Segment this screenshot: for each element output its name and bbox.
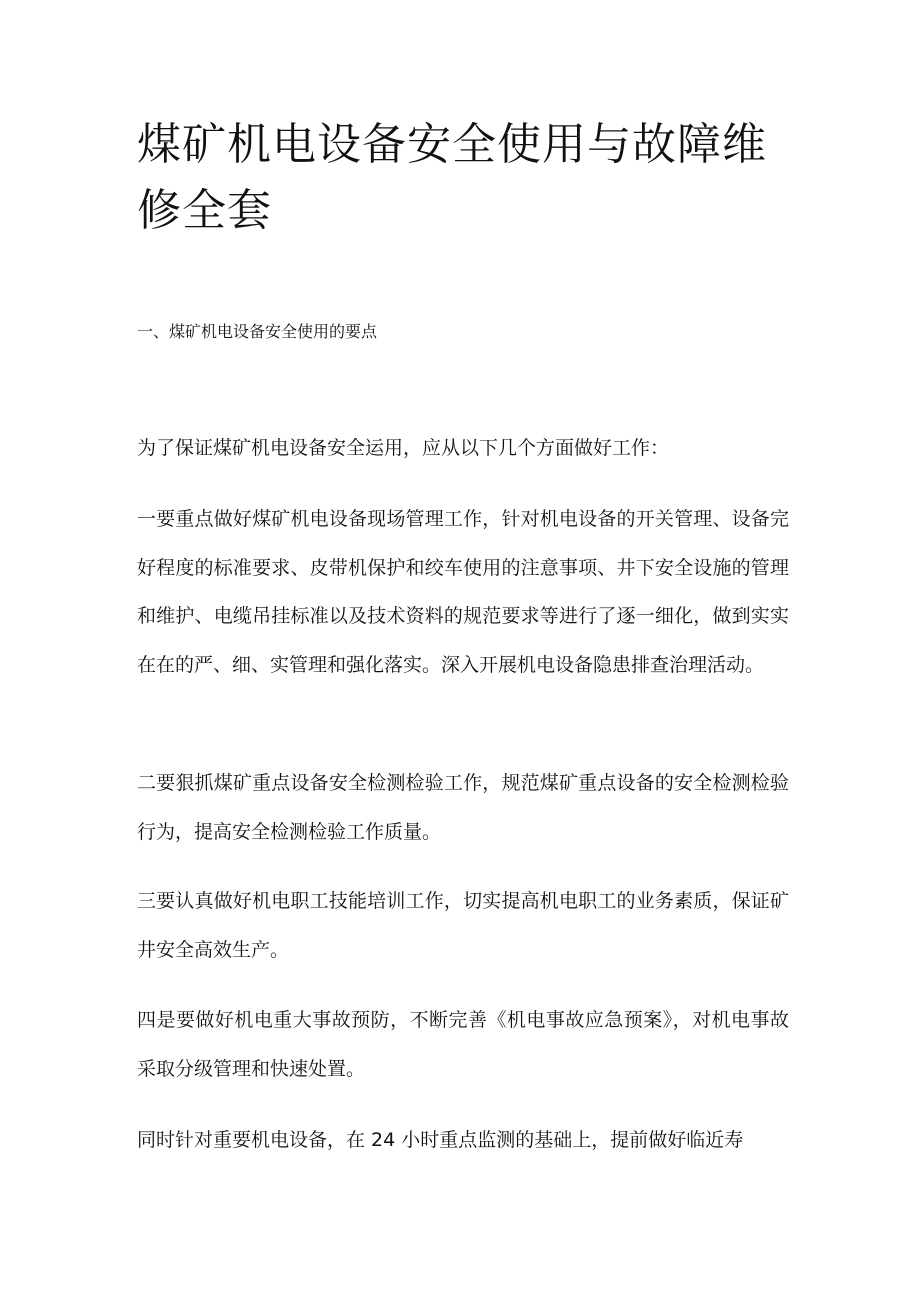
paragraph-third-point: 三要认真做好机电职工技能培训工作，切实提高机电职工的业务素质，保证矿井安全高效生产。 xyxy=(137,890,789,961)
paragraph-intro: 为了保证煤矿机电设备安全运用，应从以下几个方面做好工作： xyxy=(137,437,670,459)
section-heading: 一、煤矿机电设备安全使用的要点 xyxy=(137,322,378,341)
paragraph-second-point: 二要狠抓煤矿重点设备安全检测检验工作，规范煤矿重点设备的安全检测检验行为，提高安全检测检验工作质量。 xyxy=(137,772,789,843)
document-title: 煤矿机电设备安全使用与故障维修全套 xyxy=(137,119,767,236)
paragraph-first-point: 一要重点做好煤矿机电设备现场管理工作，针对机电设备的开关管理、设备完好程度的标准要求、皮带机保护和绞车使用的注意事项、井下安全设施的管理和维护、电缆吊挂标准以及技术资料的规范要求等进行了逐一细化，做到实实在在的严、细、实管理和强化落实。深入开展机电设备隐患排查治理活动。 xyxy=(137,508,789,676)
paragraph-fourth-point: 四是要做好机电重大事故预防，不断完善《机电事故应急预案》，对机电事故采取分级管理和快速处置。 xyxy=(137,1009,789,1080)
paragraph-continuation: 同时针对重要机电设备，在 24 小时重点监测的基础上，提前做好临近寿 xyxy=(137,1129,744,1151)
